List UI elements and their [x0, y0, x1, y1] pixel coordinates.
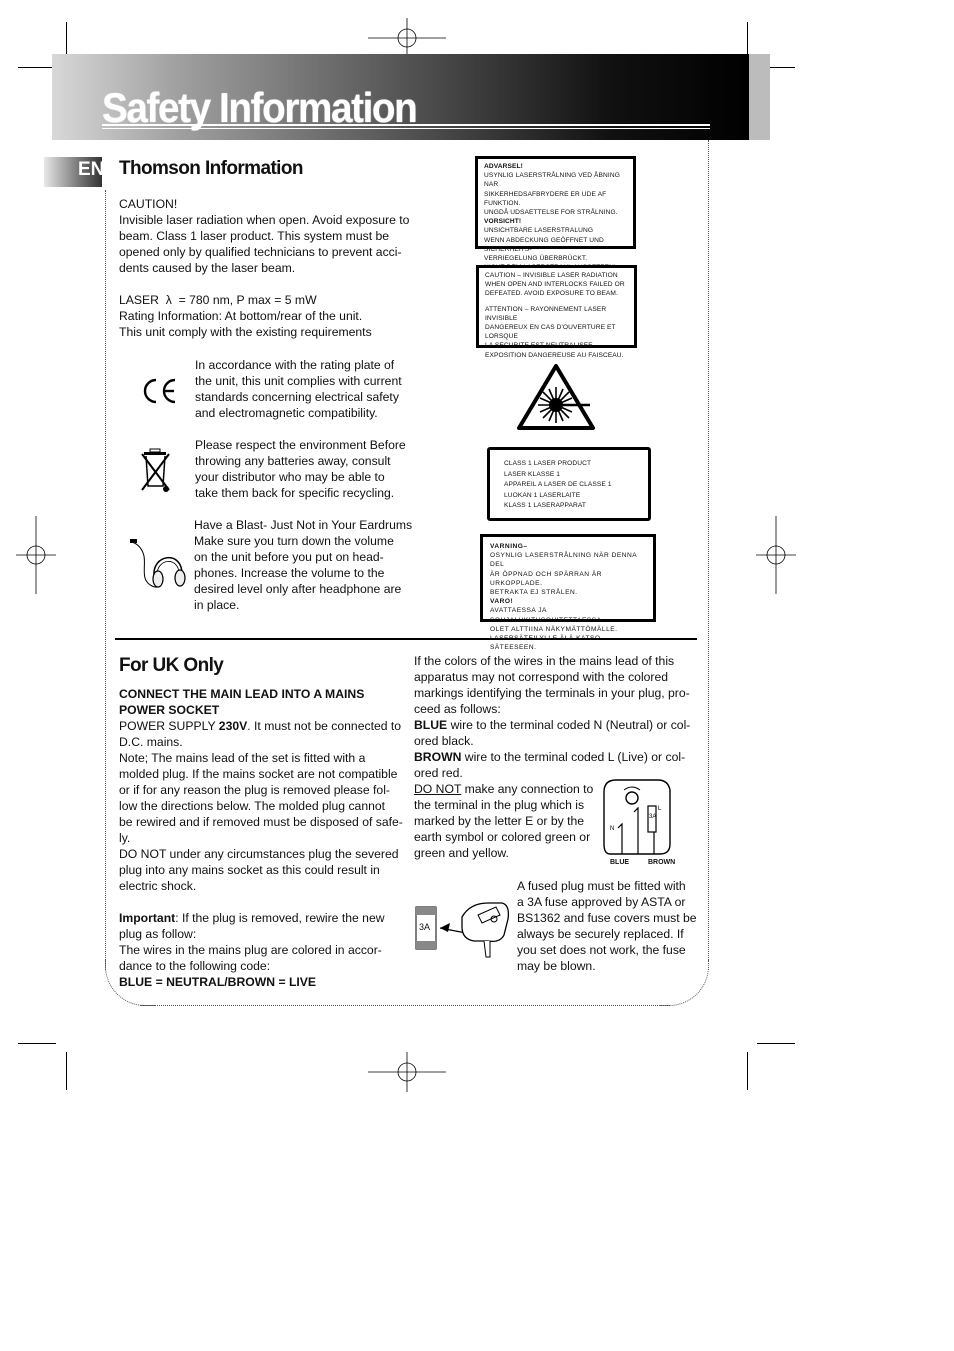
caution-line: dents caused by the laser beam.: [119, 261, 296, 275]
caution-line: beam. Class 1 laser product. This system must be: [119, 229, 390, 243]
fuse-text: A fused plug must be fitted with a 3A fuse approved by ASTA or BS1362 and fuse covers must be always be securely replaced. If you set does not work, the fuse may be blown.: [517, 879, 697, 973]
frame-border: [140, 1005, 670, 1006]
crop-mark: [757, 1043, 795, 1044]
caution-block: [119, 196, 419, 340]
svg-text:L: L: [658, 806, 662, 812]
crossed-bin-icon: [139, 446, 175, 496]
registration-mark-icon: [368, 1052, 446, 1092]
section-divider: [115, 638, 697, 640]
power-supply-line: POWER SUPPLY 230V. It must not be connected to: [119, 719, 402, 733]
crop-mark: [18, 1043, 56, 1044]
registration-mark-icon: [16, 516, 56, 594]
plug-brown-label: BROWN: [648, 859, 676, 866]
title-underline: [102, 128, 710, 129]
crop-mark: [747, 1052, 748, 1090]
section-heading-uk: For UK Only: [119, 655, 224, 676]
frame-border: [708, 140, 709, 970]
crop-mark: [66, 1052, 67, 1090]
laser-caution-label-english-french: CAUTION – INVISIBLE LASER RADIATION WHEN OPEN AND INTERLOCKS FAILED OR DEFEATED. AVOID EXPOSURE TO BEAM. ATTENTION – RAYONNEMENT LASER INVISIBLE DANGEREUX EN CAS D'OUVERTURE ET LORSQUE LA SECURITE EST NEUTRALISEE. EXPOSITION DANGEREUSE AU FAISCEAU.: [476, 265, 637, 348]
connect-heading: POWER SOCKET: [119, 703, 220, 717]
svg-text:3A: 3A: [649, 814, 657, 820]
comply-line: This unit comply with the existing requirements: [119, 325, 372, 339]
plug-wiring-diagram-icon: [600, 778, 680, 858]
plug-blue-label: BLUE: [610, 859, 630, 866]
frame-border: [105, 190, 106, 970]
title-underline: [102, 124, 710, 126]
header-side-tab: [749, 54, 770, 140]
svg-text:N: N: [610, 826, 615, 832]
connect-heading: CONNECT THE MAIN LEAD INTO A MAINS: [119, 687, 365, 701]
page-title: Safety Information: [102, 84, 417, 131]
caution-line: Invisible laser radiation when open. Avoid exposure to: [119, 213, 410, 227]
eardrum-text: Have a Blast- Just Not in Your Eardrums Make sure you turn down the volume on the unit before you put on head- phones. Increase the volume to the desired level only after headphone are in place.: [194, 518, 413, 612]
fuse-label: 3A: [419, 922, 431, 932]
language-label: EN: [78, 159, 105, 180]
crop-mark: [18, 67, 56, 68]
laser-hazard-triangle-icon: [516, 363, 596, 431]
caution-label: CAUTION!: [119, 197, 178, 211]
uk-right-column: If the colors of the wires in the mains lead of this apparatus may not correspond with the colored markings identifying the terminals in your plug, pro- ceed as follows: BLUE wire to the terminal coded N (Neutral) or col- ored black. BROWN wire to the terminal coded L (Live) or col- ored red. DO NOT make any connection to the terminal in the plug which is marked by the letter E or by the earth symbol or colored green or green and yellow.: [414, 654, 691, 860]
important-line: Important: If the plug is removed, rewire the new: [119, 911, 385, 925]
rating-line: Rating Information: At bottom/rear of the unit.: [119, 309, 363, 323]
laser-spec: LASER λ = 780 nm, P max = 5 mW: [119, 293, 317, 307]
ce-text: In accordance with the rating plate of the unit, this unit complies with current standards concerning electrical safety and electromagnetic compatibility.: [195, 358, 402, 420]
laser-warning-label-danish-german: ADVARSEL! USYNLIG LASERSTRÅLNING VED ÅBNING NAR SIKKERHEDSAFBRYDERE ER UDE AF FUNKTION. UNGDÅ UDSAETTELSE FOR STRÅLNING. VORSICHT! UNSICHTBARE LASERSTRALUNG WENN ABDECKUNG GEÖFFNET UND SICHERHEITS- VERRIEGELUNG ÜBERBRÜCKT.: [475, 156, 636, 249]
wire-code: BLUE = NEUTRAL/BROWN = LIVE: [119, 975, 317, 989]
headphone-icon: [130, 536, 188, 592]
registration-mark-icon: [756, 516, 796, 594]
environment-text: Please respect the environment Before throwing any batteries away, consult your distributor who may be able to take them back for specific recycling.: [195, 438, 406, 500]
laser-warning-label-swedish-finnish: VARNING– OSYNLIG LASERSTRÅLNING NÄR DENNA DEL ÄR ÖPPNAD OCH SPÄRRAN ÄR URKOPPLADE. BETRAKTA EJ STRÅLEN. VARO! AVATTAESSA JA SOUJALUKITUSOHITETTAESSA OLET ALTTIINA NÄKYMÄTTÖMÄLLE. SÄTEESEEN.: [480, 534, 656, 622]
class1-laser-product-label: CLASS 1 LASER PRODUCT LASER KLASSE 1 APPAREIL A LASER DE CLASSE 1 LUOKAN 1 LASERLAITE KLASS 1 LASERAPPARAT: [487, 447, 651, 521]
caution-line: opened only by qualified technicians to prevent acci-: [119, 245, 402, 259]
section-heading-thomson: Thomson Information: [119, 158, 303, 179]
ce-mark-icon: [140, 376, 178, 406]
registration-mark-icon: [368, 18, 446, 58]
uk-left-column: CONNECT THE MAIN LEAD INTO A MAINS POWER SOCKET POWER SUPPLY 230V. It must not be connected to D.C. mains. Note; The mains lead of the set is fitted with a molded plug. If the mains socket are not compatible or if for any reason the plug is removed please fol- low the directions below. The molded plug cannot be rewired and if removed must be disposed of safe- ly. DO NOT under any circumstances plug the severed plug into any mains socket as this could result in electric shock. Important: If the plug is removed, rewire the new plug as follow: The wires in the mains plug are colored in accor- dance to the following code: BLUE = NEUTRAL/BROWN = LIVE: [119, 687, 403, 989]
